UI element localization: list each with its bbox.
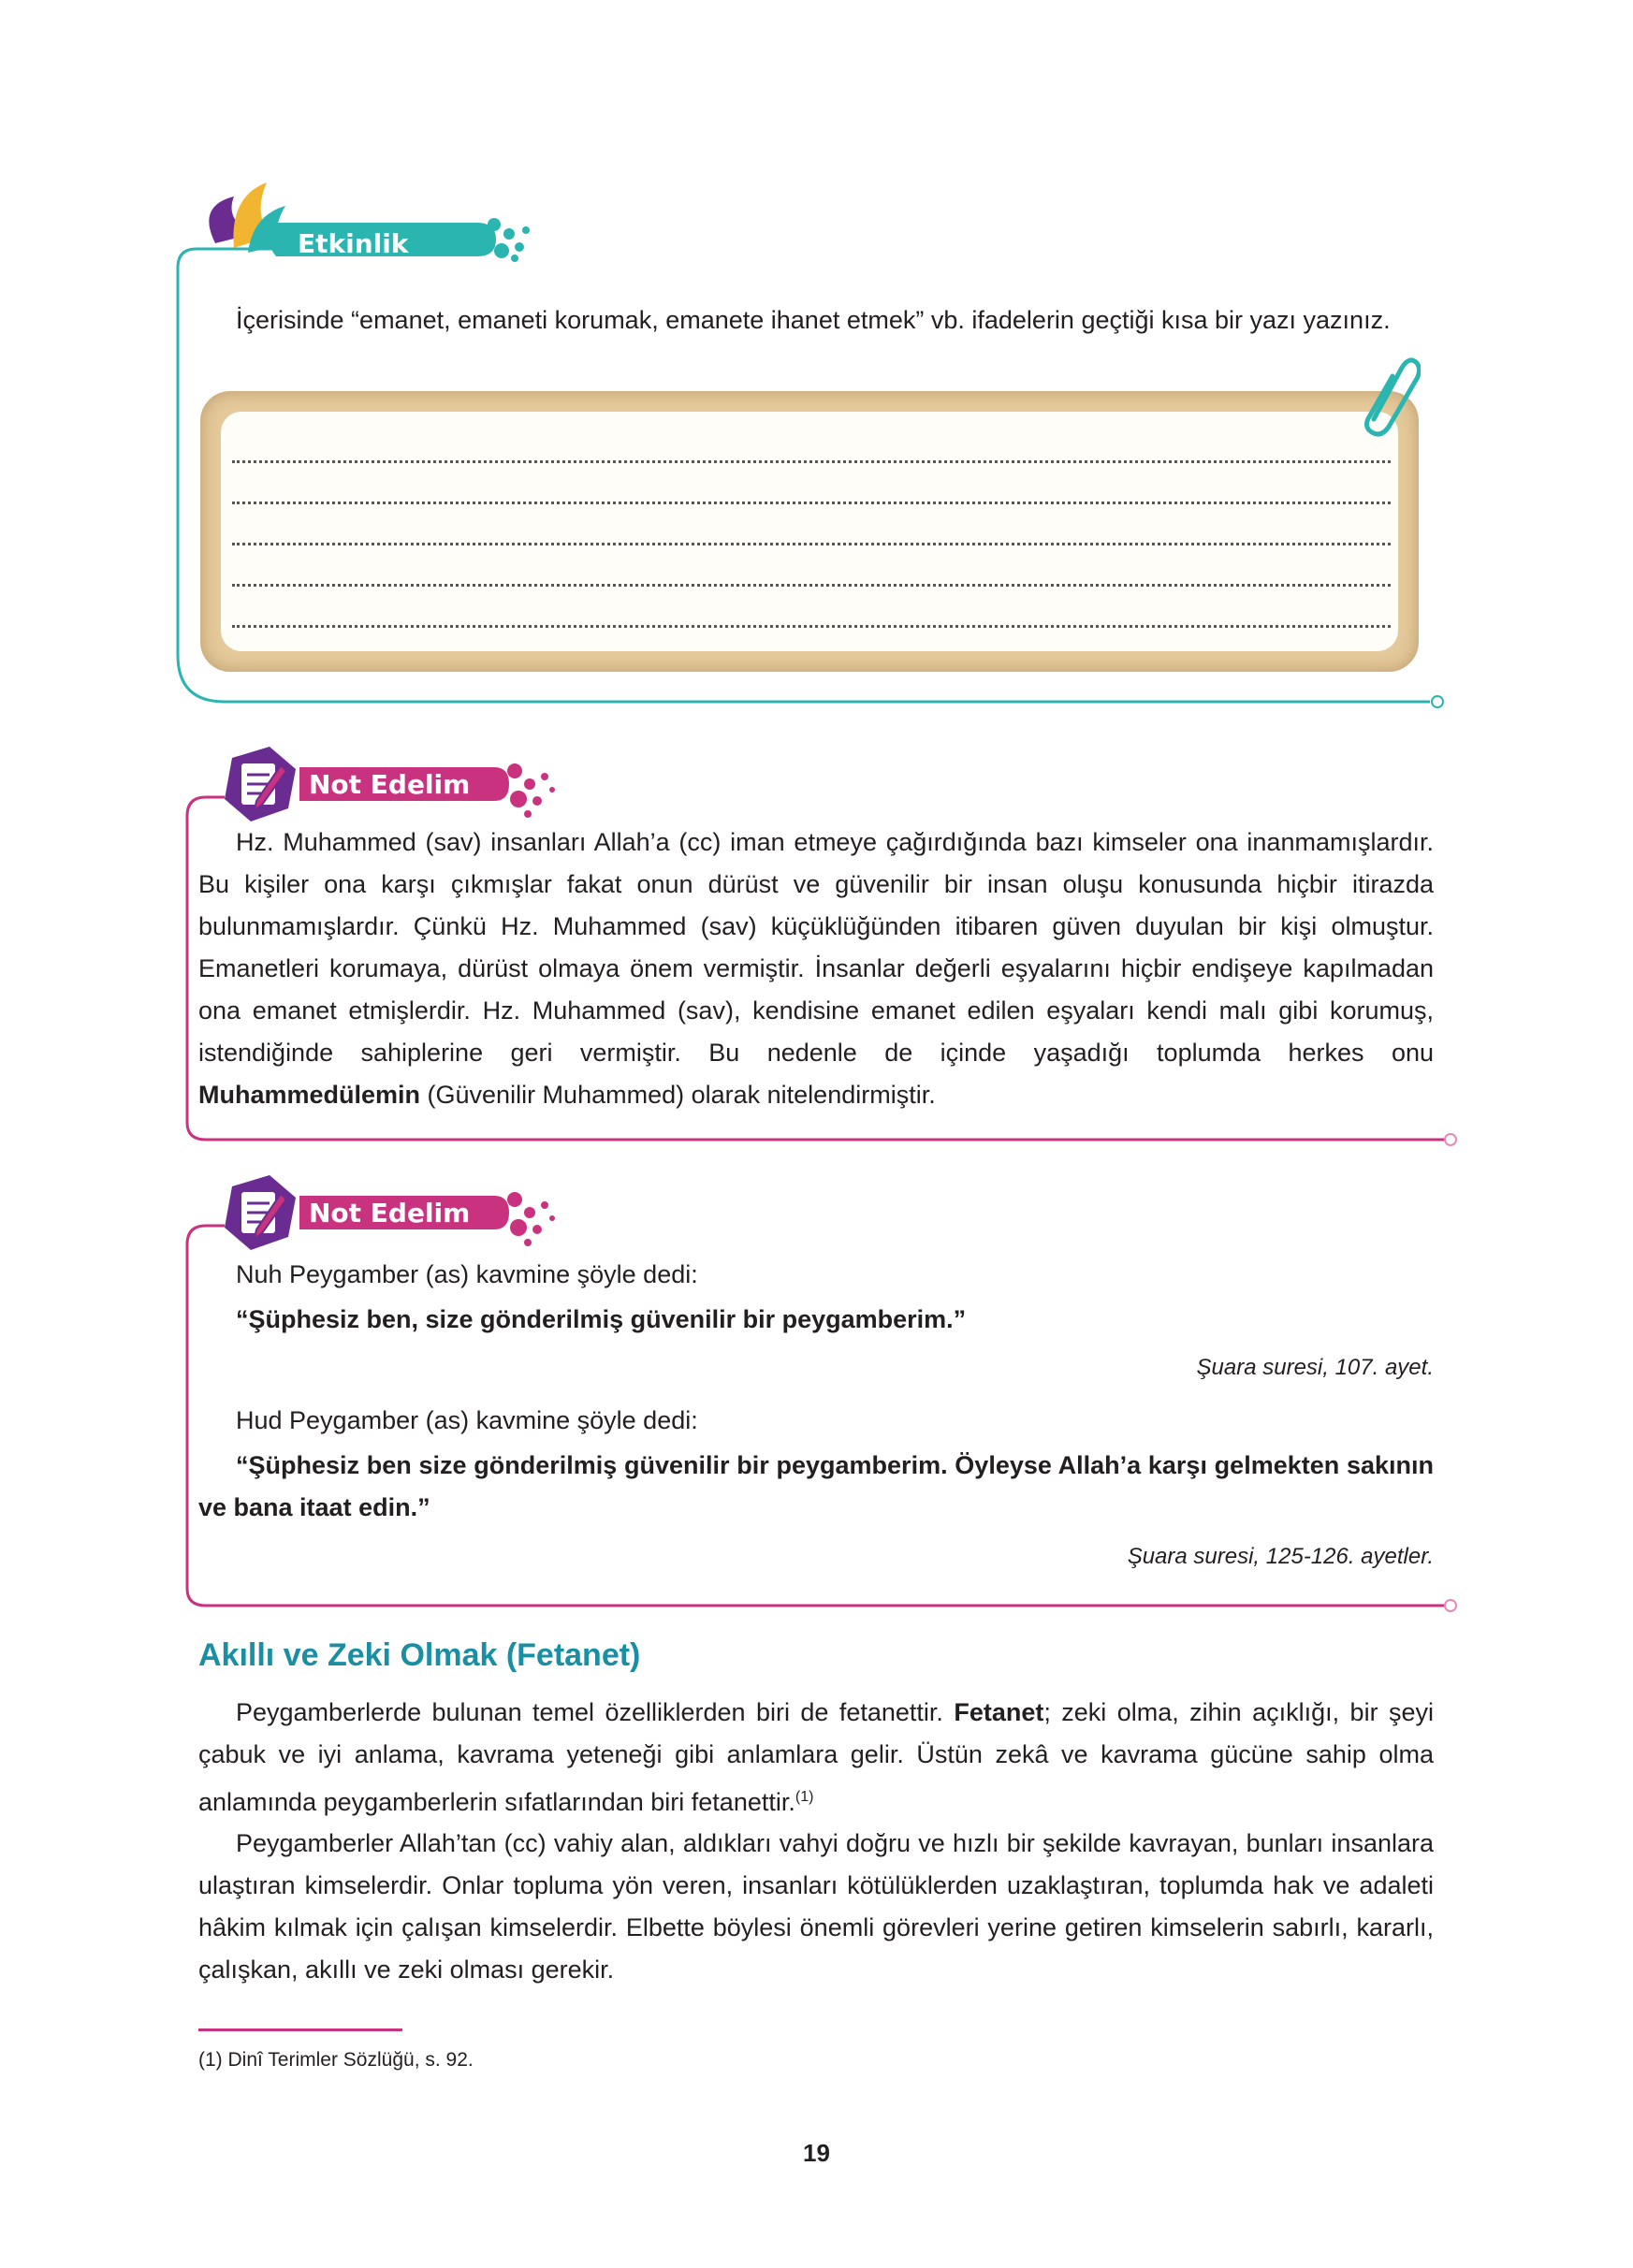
- note1-badge: Not Edelim: [309, 769, 471, 800]
- footnote: (1) Dinî Terimler Sözlüğü, s. 92.: [198, 2049, 474, 2071]
- footnote-ref[interactable]: (1): [795, 1789, 814, 1805]
- writing-area[interactable]: [221, 412, 1398, 651]
- writing-line: [232, 625, 1391, 628]
- section-paragraph-2: Peygamberler Allah’tan (cc) vahiy alan, aldıkları vahyi doğru ve hızlı bir şekilde kavrayan, bunları insanlara ulaştıran kimselerdir. Onlar topluma yön veren, insanları kötülüklerden uzaklaştıran, toplumda hak ve adaleti hâkim kılmak için çalışan kimselerdir. Elbette böylesi önemli görevleri yerine getiren kimselerin sabırlı, kararlı, çalışkan, akıllı ve zeki olması gerekir.: [198, 1829, 1434, 1984]
- section-paragraph-1: [198, 1692, 1434, 1824]
- paperclip-icon: [1355, 354, 1421, 438]
- note1-text-part: Hz. Muhammed (sav) insanları Allah’a (cc) iman etmeye çağırdığında bazı kimseler ona inanmamışlardır. Bu kişiler ona karşı çıkmışlar fakat onun dürüst ve güvenilir bir insan oluşu konusunda hiçbir itirazda bulunmamışlardır. Çünkü Hz. Muhammed (sav) küçüklüğünden itibaren güven duyulan bir kişi olmuştur. Emanetleri korumaya, dürüst olmaya önem vermiştir. İnsanlar değerli eşyalarını hiçbir endişeye kapılmadan ona emanet etmişlerdir. Hz. Muhammed (sav), kendisine emanet edilen eşyaları kendi malı gibi korumuş, istendiğinde sahiplerine geri vermiştir. Bu nedenle de içinde yaşadığı toplumda herkes onu: [198, 828, 1434, 1067]
- writing-line: [232, 502, 1391, 504]
- note1-text: [198, 821, 1434, 1116]
- section-heading: Akıllı ve Zeki Olmak (Fetanet): [198, 1637, 641, 1673]
- note2-badge: Not Edelim: [309, 1198, 471, 1228]
- note1-text-part: (Güvenilir Muhammed) olarak nitelendirmiştir.: [420, 1081, 936, 1109]
- note2-intro2: Hud Peygamber (as) kavmine şöyle dedi:: [236, 1406, 698, 1434]
- note1-bold: Muhammedülemin: [198, 1081, 421, 1109]
- activity-prompt: İçerisinde “emanet, emaneti korumak, emanete ihanet etmek” vb. ifadelerin geçtiği kısa bir yazı yazınız.: [236, 306, 1391, 334]
- writing-line: [232, 584, 1391, 587]
- note2-quote1: “Şüphesiz ben, size gönderilmiş güvenilir bir peygamberim.”: [236, 1305, 967, 1333]
- note2-quote2: “Şüphesiz ben size gönderilmiş güvenilir bir peygamberim. Öyleyse Allah’a karşı gelmekten sakının ve bana itaat edin.”: [198, 1451, 1434, 1521]
- activity-badge: Etkinlik: [298, 228, 409, 259]
- note2-intro1: Nuh Peygamber (as) kavmine şöyle dedi:: [236, 1260, 698, 1288]
- writing-line: [232, 543, 1391, 545]
- footnote-divider: [198, 2028, 402, 2031]
- page-number: 19: [803, 2139, 830, 2167]
- writing-line: [232, 460, 1391, 463]
- notepad-pencil-icon: [240, 765, 273, 810]
- section-p1-bold: Fetanet: [954, 1698, 1044, 1726]
- section-p1-part: ; zeki olma, zihin açıklığı, bir şeyi çabuk ve iyi anlama, kavrama yeteneği gibi anlamlara gelir. Üstün zekâ ve kavrama gücüne sahip olma anlamında peygamberlerin sıfatlarından biri fetanettir.: [198, 1698, 1434, 1816]
- section-p1-part: Peygamberlerde bulunan temel özelliklerden biri de fetanettir.: [236, 1698, 955, 1726]
- note2-cite1: Şuara suresi, 107. ayet.: [1196, 1355, 1434, 1380]
- note2-cite2: Şuara suresi, 125-126. ayetler.: [1127, 1544, 1434, 1569]
